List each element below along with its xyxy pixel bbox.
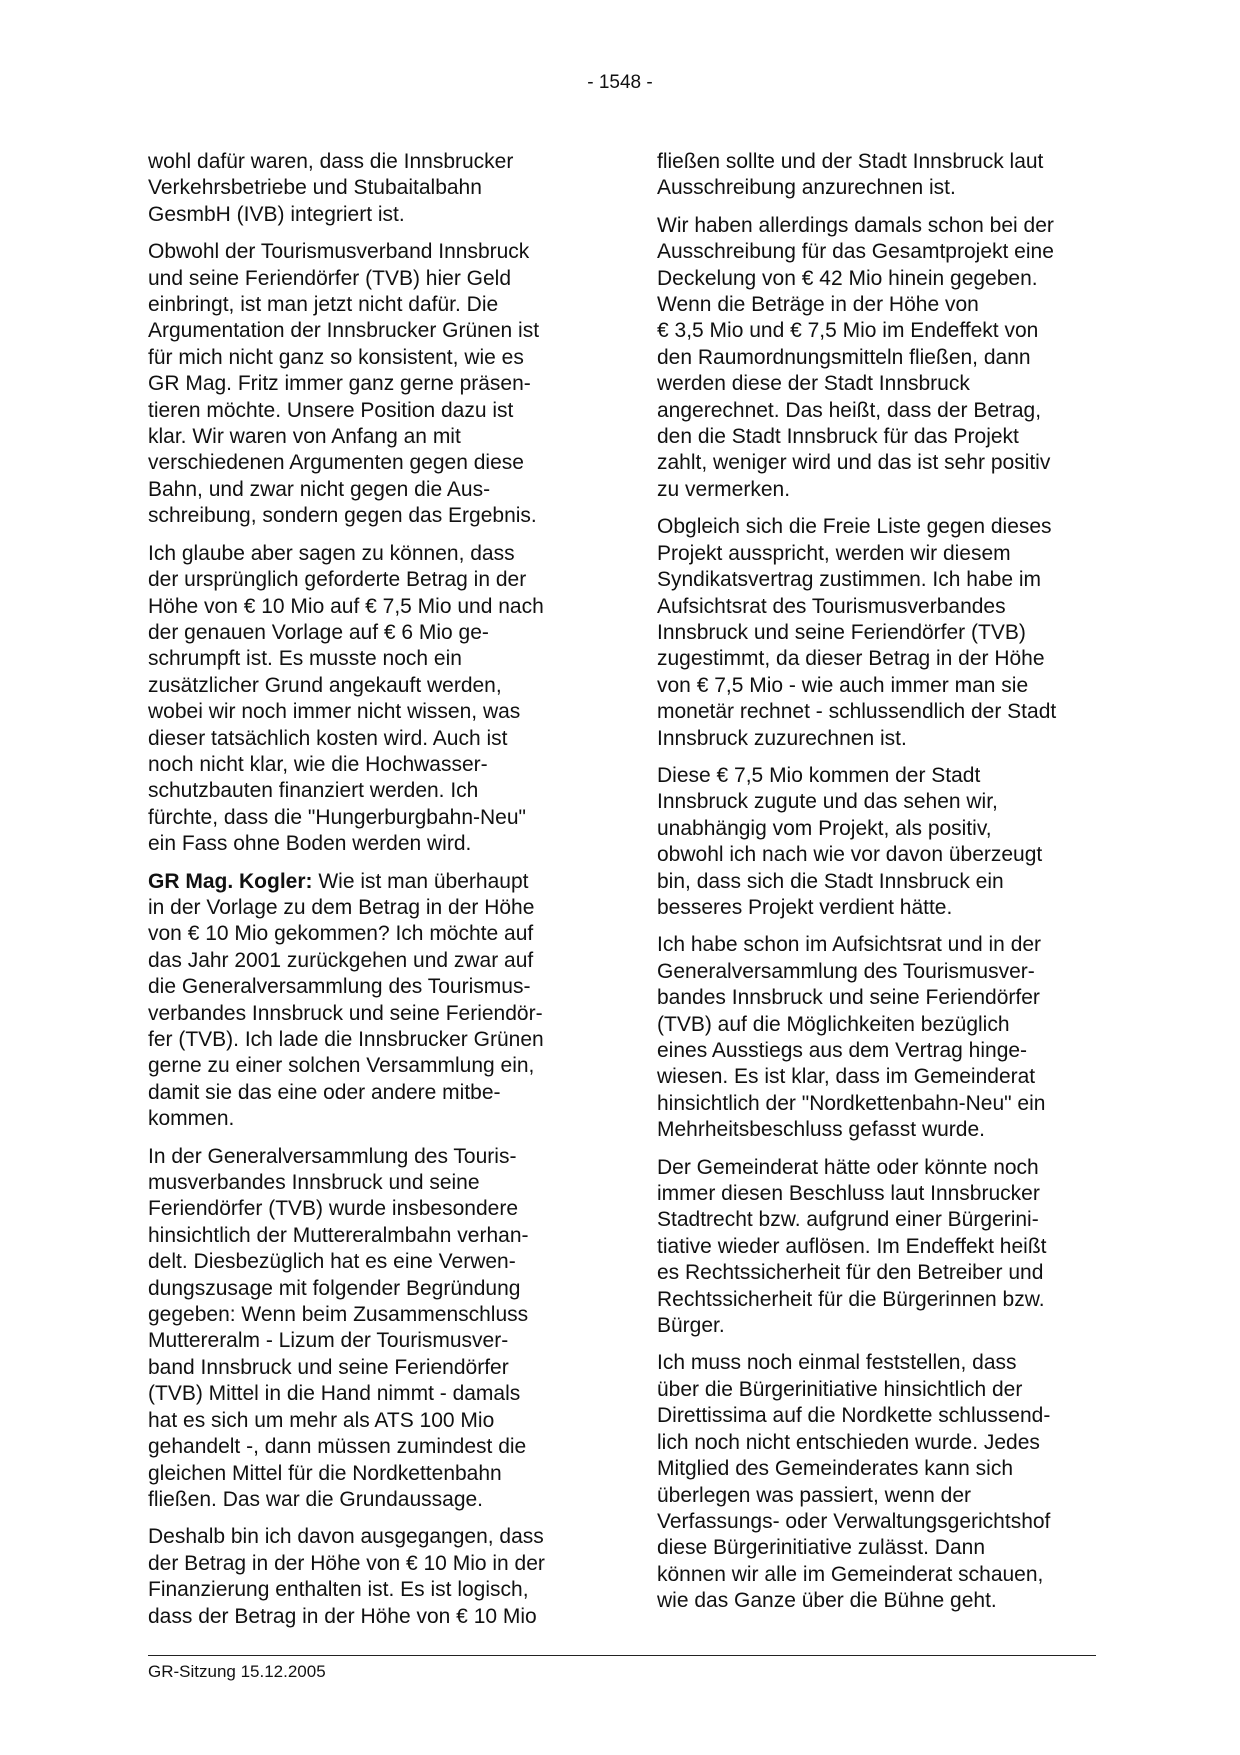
paragraph: Diese € 7,5 Mio kommen der Stadt Innsbruck zugute und das sehen wir, unabhängig vom Projekt, als positiv, obwohl ich nach wie vor davon überzeugt bin, dass sich die Stadt Innsbruck ein besseres Projekt verdient hätte. (657, 763, 1043, 919)
paragraph: Wir haben allerdings damals schon bei der Ausschreibung für das Gesamtprojekt eine Deckelung von € 42 Mio hinein gegeben. Wenn die Beträge in der Höhe von € 3,5 Mio und € 7,5 Mio im Endeffekt von den Raumordnungsmitteln fließen, dann werden diese der Stadt Innsbruck angerechnet. Das heißt, dass der Betrag, den die Stadt Innsbruck für das Projekt zahlt, weniger wird und das ist sehr positiv zu vermerken. (657, 213, 1054, 501)
paragraph: In der Generalversammlung des Touris- musverbandes Innsbruck und seine Feriendörfer (TVB) wurde insbesondere hinsichtlich der Muttereralmbahn verhan- delt. Diesbezüglich hat es eine Verwen- dungszusage mit folgender Begründung gegeben: Wenn beim Zusammenschluss Muttereralm - Lizum der Tourismusver- band Innsbruck und seine Feriendörfer (TVB) Mittel in die Hand nimmt - damals hat es sich um mehr als ATS 100 Mio gehandelt -, dann müssen zumindest die gleichen Mittel für die Nordkettenbahn fließen. Das war die Grundaussage. (148, 1144, 529, 1511)
speaker-name: GR Mag. Kogler: (148, 869, 313, 893)
left-column (148, 149, 594, 1641)
paragraph: Ich muss noch einmal feststellen, dass über die Bürgerinitiative hinsichtlich der Direttissima auf die Nordkette schlussend- lich noch nicht entschieden wurde. Jedes Mitglied des Gemeinderates kann sich überlegen was passiert, wenn der Verfassungs- oder Verwaltungsgerichtshof diese Bürgerinitiative zulässt. Dann können wir alle im Gemeinderat schauen, wie das Ganze über die Bühne geht. (657, 1351, 1051, 1613)
footer-divider (148, 1655, 1096, 1656)
footer-session-date: GR-Sitzung 15.12.2005 (148, 1662, 326, 1681)
paragraph: Ich habe schon im Aufsichtsrat und in der Generalversammlung des Tourismusver- bandes Innsbruck und seine Feriendörfer (TVB) auf die Möglichkeiten bezüglich eines Ausstiegs aus dem Vertrag hinge- wiesen. Es ist klar, dass im Gemeinderat hinsichtlich der "Nordkettenbahn-Neu" ein Mehrheitsbeschluss gefasst wurde. (657, 933, 1046, 1142)
paragraph: Ich glaube aber sagen zu können, dass der ursprünglich geforderte Betrag in der Höhe von € 10 Mio auf € 7,5 Mio und nach der genauen Vorlage auf € 6 Mio ge- schrumpft ist. Es musste noch ein zusätzlicher Grund angekauft werden, wobei wir noch immer nicht wissen, was dieser tatsächlich kosten wird. Auch ist noch nicht klar, wie die Hochwasser- schutzbauten finanziert werden. Ich fürchte, dass die "Hungerburgbahn-Neu" ein Fass ohne Boden werden wird. (148, 541, 544, 856)
paragraph (148, 869, 594, 1133)
paragraph: Obgleich sich die Freie Liste gegen dieses Projekt ausspricht, werden wir diesem Syndikatsvertrag zustimmen. Ich habe im Aufsichtsrat des Tourismusverbandes Innsbruck und seine Feriendörfer (TVB) zugestimmt, da dieser Betrag in der Höhe von € 7,5 Mio - wie auch immer man sie monetär rechnet - schlussendlich der Stadt Innsbruck zuzurechnen ist. (657, 515, 1057, 750)
paragraph: wohl dafür waren, dass die Innsbrucker Verkehrsbetriebe und Stubaitalbahn GesmbH (IVB) integriert ist. (148, 150, 514, 226)
page-number: - 1548 - (587, 72, 653, 93)
paragraph: Der Gemeinderat hätte oder könnte noch immer diesen Beschluss laut Innsbrucker Stadtrecht bzw. aufgrund einer Bürgerini- tiative wieder auflösen. Im Endeffekt heißt es Rechtssicherheit für den Betreiber und Rechtssicherheit für die Bürgerinnen bzw. Bürger. (657, 1155, 1047, 1338)
paragraph: fließen sollte und der Stadt Innsbruck laut Ausschreibung anzurechnen ist. (657, 150, 1044, 200)
paragraph: Obwohl der Tourismusverband Innsbruck und seine Feriendörfer (TVB) hier Geld einbringt, ist man jetzt nicht dafür. Die Argumentation der Innsbrucker Grünen ist für mich nicht ganz so konsistent, wie es GR Mag. Fritz immer ganz gerne präsen- tieren möchte. Unsere Position dazu ist klar. Wir waren von Anfang an mit verschiedenen Argumenten gegen diese Bahn, und zwar nicht gegen die Aus- schreibung, sondern gegen das Ergebnis. (148, 240, 540, 528)
right-column (657, 149, 1103, 1626)
paragraph: Deshalb bin ich davon ausgegangen, dass der Betrag in der Höhe von € 10 Mio in der Finanzierung enthalten ist. Es ist logisch, dass der Betrag in der Höhe von € 10 Mio (148, 1525, 545, 1628)
speech-text: Wie ist man überhaupt in der Vorlage zu dem Betrag in der Höhe von € 10 Mio gekommen? Ich möchte auf das Jahr 2001 zurückgehen und zwar auf die Generalversammlung des Tourismus- verbandes Innsbruck und seine Feriendör- fer (TVB). Ich lade die Innsbrucker Grünen gerne zu einer solchen Versammlung ein, damit sie das eine oder andere mitbe- kommen. (148, 869, 544, 1131)
